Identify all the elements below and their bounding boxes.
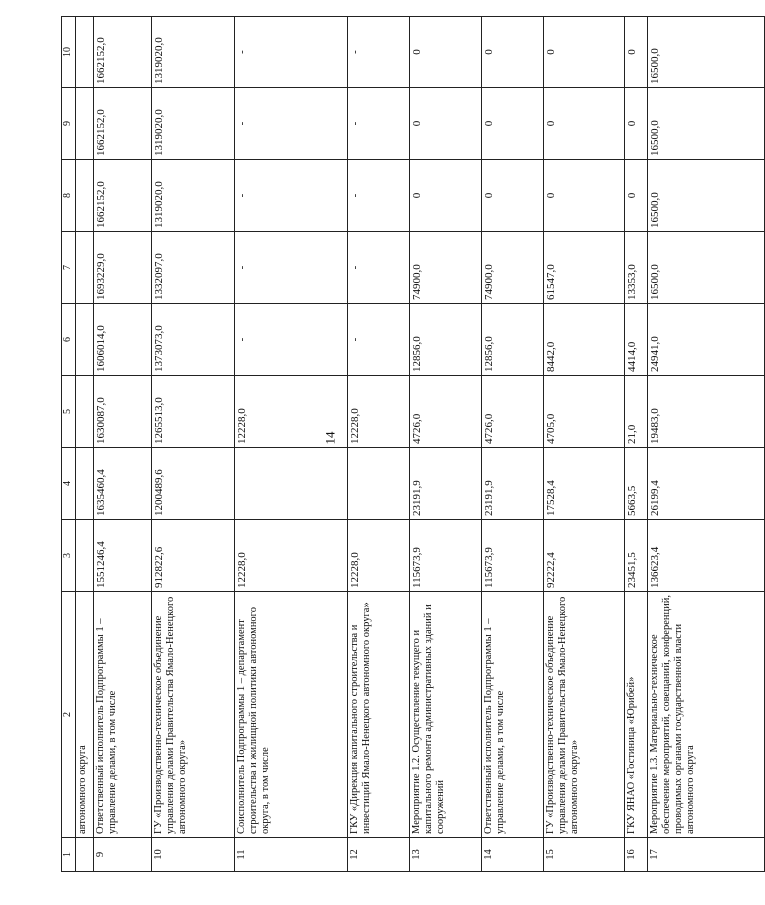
page-number: 14	[322, 431, 338, 445]
table-row	[648, 17, 765, 872]
value-cell: 1551246,4	[94, 520, 152, 592]
row-name: автономного округа	[76, 592, 94, 838]
table-row	[76, 17, 94, 872]
value-cell: 1635460,4	[94, 448, 152, 520]
value-cell: 0	[482, 88, 544, 160]
value-cell: 12228,0	[235, 520, 348, 592]
row-number: 10	[152, 838, 235, 872]
value-cell	[76, 17, 94, 88]
value-cell: 61547,0	[544, 232, 625, 304]
value-cell: -	[235, 17, 348, 88]
value-cell: 0	[544, 160, 625, 232]
value-cell: 21,0	[625, 376, 648, 448]
value-cell	[348, 448, 410, 520]
value-cell: -	[348, 232, 410, 304]
value-cell: 16500,0	[648, 160, 765, 232]
column-header: 4	[62, 448, 76, 520]
value-cell: 12856,0	[410, 304, 482, 376]
value-cell: 0	[482, 160, 544, 232]
row-number: 16	[625, 838, 648, 872]
table-row	[482, 17, 544, 872]
table-row	[348, 17, 410, 872]
value-cell: 1332097,0	[152, 232, 235, 304]
value-cell: 1606014,0	[94, 304, 152, 376]
value-cell	[76, 448, 94, 520]
row-name: Ответственный исполнитель Подпрограммы 1 – управление делами, в том числе	[482, 592, 544, 838]
row-name: ГКУ ЯНАО «Гостиница «Юрибей»	[625, 592, 648, 838]
row-number: 14	[482, 838, 544, 872]
value-cell: 1630087,0	[94, 376, 152, 448]
value-cell: 1319020,0	[152, 160, 235, 232]
value-cell: -	[235, 304, 348, 376]
value-cell: -	[348, 304, 410, 376]
row-name: ГУ «Производственно-техническое объединение управления делами Правительства Ямало-Ненецкого автономного округа»	[152, 592, 235, 838]
value-cell: 1662152,0	[94, 160, 152, 232]
column-header: 10	[62, 17, 76, 88]
value-cell: 17528,4	[544, 448, 625, 520]
row-number: 11	[235, 838, 348, 872]
value-cell: 4414,0	[625, 304, 648, 376]
header-row	[62, 17, 76, 872]
value-cell: 1319020,0	[152, 88, 235, 160]
table-row	[625, 17, 648, 872]
value-cell	[76, 520, 94, 592]
value-cell: 1373073,0	[152, 304, 235, 376]
value-cell: 13353,0	[625, 232, 648, 304]
row-number: 9	[94, 838, 152, 872]
value-cell	[76, 88, 94, 160]
value-cell: 1200489,6	[152, 448, 235, 520]
row-name: Мероприятие 1.3. Материально-техническое обеспечение мероприятий, совещаний, конференций, проводимых органами государственной власти автономного округа	[648, 592, 765, 838]
column-header: 3	[62, 520, 76, 592]
column-header: 1	[62, 838, 76, 872]
value-cell: 19483,0	[648, 376, 765, 448]
row-name: ГУ «Производственно-техническое объединение управления делами Правительства Ямало-Ненецкого автономного округа»	[544, 592, 625, 838]
value-cell: 74900,0	[410, 232, 482, 304]
value-cell: 12228,0	[348, 376, 410, 448]
table-row	[235, 17, 348, 872]
value-cell: 0	[410, 88, 482, 160]
value-cell: 8442,0	[544, 304, 625, 376]
value-cell: -	[235, 88, 348, 160]
table-row	[544, 17, 625, 872]
row-number: 12	[348, 838, 410, 872]
value-cell: 0	[410, 160, 482, 232]
column-header: 5	[62, 376, 76, 448]
budget-table	[61, 16, 765, 872]
value-cell: 92222,4	[544, 520, 625, 592]
value-cell: 5663,5	[625, 448, 648, 520]
value-cell	[235, 448, 348, 520]
value-cell	[76, 232, 94, 304]
value-cell: 4726,0	[482, 376, 544, 448]
value-cell: 1662152,0	[94, 17, 152, 88]
value-cell: 12228,0	[348, 520, 410, 592]
row-name: Соисполнитель Подпрограммы 1 – департамент строительства и жилищной политики автономного округа, в том числе	[235, 592, 348, 838]
value-cell: 0	[625, 17, 648, 88]
value-cell: -	[348, 160, 410, 232]
value-cell: 26199,4	[648, 448, 765, 520]
row-name: ГКУ «Дирекция капитального строительства и инвестиций Ямало-Ненецкого автономного округа»	[348, 592, 410, 838]
row-number: 17	[648, 838, 765, 872]
value-cell: 1319020,0	[152, 17, 235, 88]
table-row	[152, 17, 235, 872]
value-cell: 23451,5	[625, 520, 648, 592]
value-cell	[76, 160, 94, 232]
value-cell: 0	[410, 17, 482, 88]
column-header: 9	[62, 88, 76, 160]
value-cell: 1662152,0	[94, 88, 152, 160]
value-cell: -	[235, 232, 348, 304]
value-cell: 912822,6	[152, 520, 235, 592]
value-cell: 12856,0	[482, 304, 544, 376]
column-header: 8	[62, 160, 76, 232]
value-cell: 16500,0	[648, 17, 765, 88]
value-cell: 23191,9	[482, 448, 544, 520]
value-cell: 0	[544, 17, 625, 88]
value-cell: 0	[625, 88, 648, 160]
column-header: 6	[62, 304, 76, 376]
value-cell: 16500,0	[648, 88, 765, 160]
row-number: 13	[410, 838, 482, 872]
value-cell: 1693229,0	[94, 232, 152, 304]
column-header: 2	[62, 592, 76, 838]
value-cell: 0	[482, 17, 544, 88]
value-cell: 12228,0	[235, 376, 348, 448]
table-row	[94, 17, 152, 872]
value-cell: 115673,9	[482, 520, 544, 592]
value-cell: -	[348, 17, 410, 88]
value-cell: 23191,9	[410, 448, 482, 520]
row-name: Мероприятие 1.2. Осуществление текущего и капитального ремонта административных зданий и сооружений	[410, 592, 482, 838]
value-cell: 74900,0	[482, 232, 544, 304]
value-cell: 0	[544, 88, 625, 160]
value-cell: 24941,0	[648, 304, 765, 376]
table-frame	[61, 17, 697, 872]
row-number: 15	[544, 838, 625, 872]
value-cell: 115673,9	[410, 520, 482, 592]
value-cell	[76, 304, 94, 376]
value-cell: 1265513,0	[152, 376, 235, 448]
row-number	[76, 838, 94, 872]
value-cell: 16500,0	[648, 232, 765, 304]
value-cell: -	[348, 88, 410, 160]
row-name: Ответственный исполнитель Подпрограммы 1 – управление делами, в том числе	[94, 592, 152, 838]
value-cell: 4726,0	[410, 376, 482, 448]
value-cell	[76, 376, 94, 448]
column-header: 7	[62, 232, 76, 304]
value-cell: 4705,0	[544, 376, 625, 448]
value-cell: 0	[625, 160, 648, 232]
value-cell: 136623,4	[648, 520, 765, 592]
table-row	[410, 17, 482, 872]
value-cell: -	[235, 160, 348, 232]
